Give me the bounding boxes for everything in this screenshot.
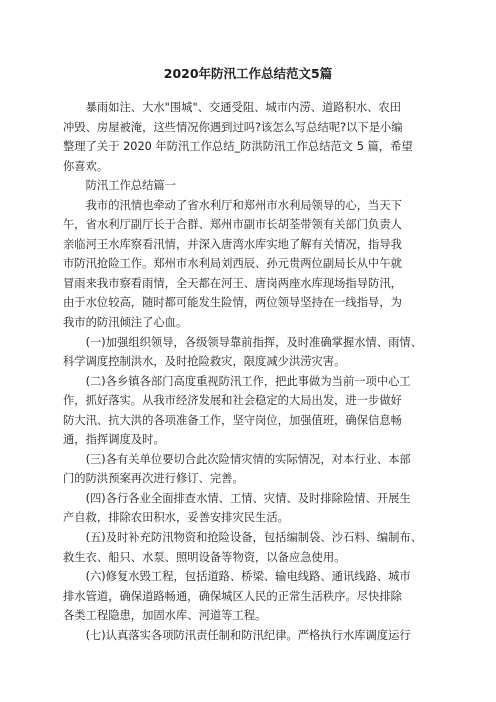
body-text-line: 防汛工作总结篇一 xyxy=(85,179,176,193)
body-text-line: 救生衣、船只、水泵、照明设备等物资，以备应急使用。 xyxy=(63,550,346,564)
body-text-line: 科学调度控制洪水，及时抢险救灾，限度减少洪涝灾害。 xyxy=(63,355,346,369)
body-text-line: 排水管道，确保道路畅通，确保城区人民的正常生活秩序。尽快排除 xyxy=(63,589,402,603)
body-text-line: 市防汛抢险工作。郑州市水利局刘西辰、孙元贵两位副局长从中午就 xyxy=(63,257,402,271)
body-text-line: 产自救，排除农田积水，妥善安排灾民生活。 xyxy=(63,511,289,525)
body-text-line: 亲临河王水库察看汛情，并深入唐湾水库实地了解有关情况，指导我 xyxy=(63,237,402,251)
body-text-line: (一)加强组织领导，各级领导靠前指挥，及时准确掌握水情、雨情、 xyxy=(85,335,423,349)
body-text-line: 整理了关于 2020 年防汛工作总结_防洪防汛工作总结范文 5 篇，希望 xyxy=(63,140,413,154)
body-text-line: 我市的汛情也牵动了省水利厅和郑州市水利局领导的心，当天下 xyxy=(85,198,402,212)
document-body xyxy=(63,98,431,645)
body-text-line: (七)认真落实各项防汛责任制和防汛纪律。严格执行水库调度运行 xyxy=(85,628,411,642)
body-text-line: 你喜欢。 xyxy=(63,159,109,173)
body-text-line: 作，抓好落实。从我市经济发展和社会稳定的大局出发，进一步做好 xyxy=(63,394,402,408)
body-text-line: 我市的防汛倾注了心血。 xyxy=(63,316,188,330)
body-text-line: (四)各行各业全面排查水情、工情、灾情、及时排除险情、开展生 xyxy=(85,491,411,505)
body-text-line: (六)修复水毁工程，包括道路、桥梁、输电线路、通讯线路、城市 xyxy=(85,570,411,584)
body-text-line: (二)各乡镇各部门高度重视防汛工作，把此事做为当前一项中心工 xyxy=(85,374,411,388)
body-text-line: 午，省水利厅副厅长于合群、郑州市副市长胡荃带领有关部门负责人 xyxy=(63,218,402,232)
body-text-line: 由于水位较高，随时都可能发生险情，两位领导坚持在一线指导，为 xyxy=(63,296,402,310)
body-text-line: 各类工程隐患，加固水库、河道等工程。 xyxy=(63,609,267,623)
body-text-line: 通，指挥调度及时。 xyxy=(63,433,165,447)
body-text-line: 门的防洪预案再次进行修订、完善。 xyxy=(63,472,244,486)
document-title: 2020年防汛工作总结范文5篇 xyxy=(163,66,333,81)
body-text-line: 暴雨如注、大水"围城"、交通受阻、城市内涝、道路积水、农田 xyxy=(85,101,402,114)
body-text-line: 防大汛、抗大洪的各项准备工作，坚守岗位，加强值班，确保信息畅 xyxy=(63,413,402,427)
body-text-line: (五)及时补充防汛物资和抢险设备，包括编制袋、沙石料、编制布、 xyxy=(85,531,423,545)
body-text-line: 冲毁、房屋被淹，这些情况你遇到过吗?该怎么写总结呢?以下是小编 xyxy=(63,120,403,134)
body-text-line: 冒雨来我市察看雨情，全天都在河王、唐岗两座水库现场指导防汛， xyxy=(63,276,402,290)
body-text-line: (三)各有关单位要切合此次险情灾情的实际情况，对本行业、本部 xyxy=(85,452,411,466)
